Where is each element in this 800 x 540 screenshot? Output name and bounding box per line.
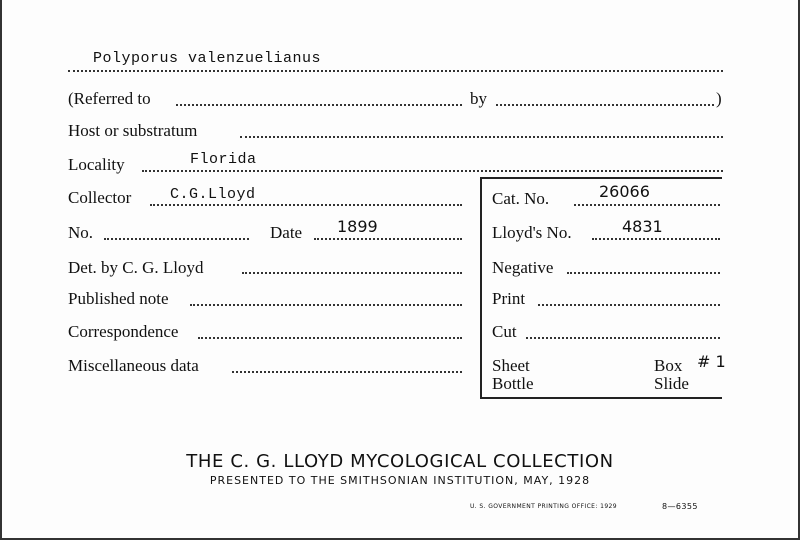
collector-value: C.G.Lloyd <box>170 186 256 203</box>
host-line <box>240 136 723 138</box>
det-by-line <box>242 272 462 274</box>
no-line <box>104 238 249 240</box>
lloyds-no-label: Lloyd's No. <box>492 223 572 242</box>
correspondence-line <box>198 337 462 339</box>
box-label: Box <box>654 356 683 375</box>
print-label: Print <box>492 289 526 308</box>
cat-no-line <box>574 204 720 206</box>
date-label: Date <box>270 223 303 242</box>
published-note-line <box>190 304 462 306</box>
by-line <box>496 104 714 106</box>
negative-label: Negative <box>492 258 554 277</box>
printing-office-note: U. S. GOVERNMENT PRINTING OFFICE: 1929 <box>470 503 617 510</box>
published-note-label: Published note <box>68 289 169 308</box>
cut-line <box>526 337 720 339</box>
cat-no-label: Cat. No. <box>492 189 550 208</box>
slide-label: Slide <box>654 374 689 393</box>
form-number: 8—6355 <box>662 502 698 511</box>
locality-value: Florida <box>190 151 257 168</box>
det-by-label: Det. by C. G. Lloyd <box>68 258 204 277</box>
correspondence-label: Correspondence <box>68 322 179 341</box>
negative-line <box>567 272 720 274</box>
collection-subtitle: PRESENTED TO THE SMITHSONIAN INSTITUTION, MAY, 1928 <box>209 474 591 487</box>
no-label: No. <box>68 223 94 242</box>
locality-line <box>142 170 723 172</box>
sheet-label: Sheet <box>492 356 530 375</box>
by-label: by <box>470 89 487 108</box>
collection-title: THE C. G. LLOYD MYCOLOGICAL COLLECTION <box>186 451 614 472</box>
date-value: 1899 <box>337 217 378 236</box>
cut-label: Cut <box>492 322 517 341</box>
close-paren: ) <box>716 89 722 108</box>
lloyds-no-value: 4831 <box>622 217 663 236</box>
specimen-name: Polyporus valenzuelianus <box>93 50 322 67</box>
name-line <box>68 70 723 72</box>
misc-label: Miscellaneous data <box>68 356 199 375</box>
bottle-label: Bottle <box>492 374 534 393</box>
locality-label: Locality <box>68 155 125 174</box>
collector-label: Collector <box>68 188 132 207</box>
collector-line <box>150 204 462 206</box>
host-label: Host or substratum <box>68 121 198 140</box>
lloyds-no-line <box>592 238 720 240</box>
print-line <box>538 304 720 306</box>
box-value: # 1 <box>697 352 726 371</box>
referred-to-line <box>176 104 462 106</box>
referred-to-label: (Referred to <box>68 89 151 108</box>
cat-no-value: 26066 <box>599 182 650 201</box>
date-line <box>314 238 462 240</box>
misc-line <box>232 371 462 373</box>
